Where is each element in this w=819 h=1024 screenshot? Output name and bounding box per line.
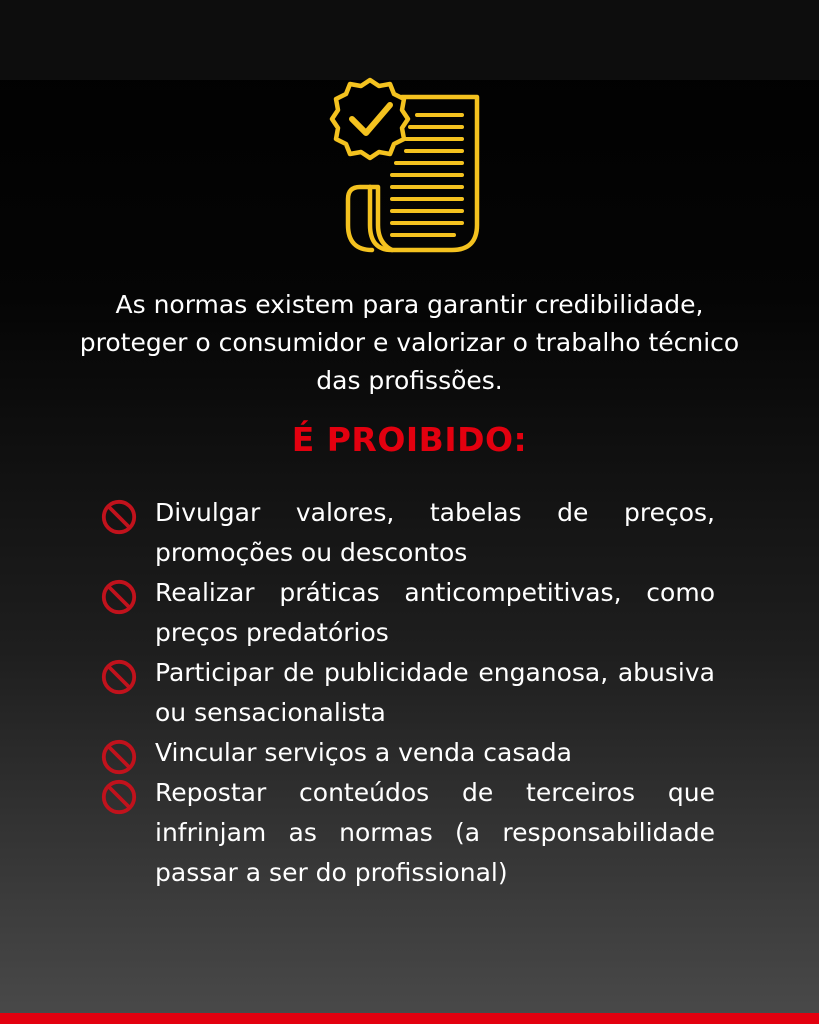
top-band (0, 0, 819, 80)
prohibited-icon (100, 498, 138, 536)
list-item (100, 653, 715, 733)
rule-text: Realizar práticas anticompetitivas, como preços predatórios (155, 578, 715, 647)
prohibited-icon (100, 658, 138, 696)
rule-text: Divulgar valores, tabelas de preços, promoções ou descontos (155, 498, 715, 567)
intro-paragraph: As normas existem para garantir credibilidade, proteger o consumidor e valorizar o trabalho técnico das profissões. (79, 290, 740, 395)
prohibited-list (100, 493, 715, 893)
prohibited-icon (100, 738, 138, 776)
prohibited-heading: É PROIBIDO: (291, 420, 528, 459)
bottom-accent-bar (0, 1013, 819, 1024)
list-item (100, 493, 715, 573)
prohibited-icon (100, 578, 138, 616)
list-item (100, 733, 715, 773)
rule-text: Vincular serviços a venda casada (155, 738, 572, 767)
rule-text: Participar de publicidade enganosa, abusiva ou sensacionalista (155, 658, 715, 727)
list-item (100, 773, 715, 893)
prohibited-icon (100, 778, 138, 816)
certified-document-icon (322, 75, 482, 255)
list-item (100, 573, 715, 653)
rule-text: Repostar conteúdos de terceiros que infrinjam as normas (a responsabilidade passar a ser do profissional) (155, 778, 715, 887)
